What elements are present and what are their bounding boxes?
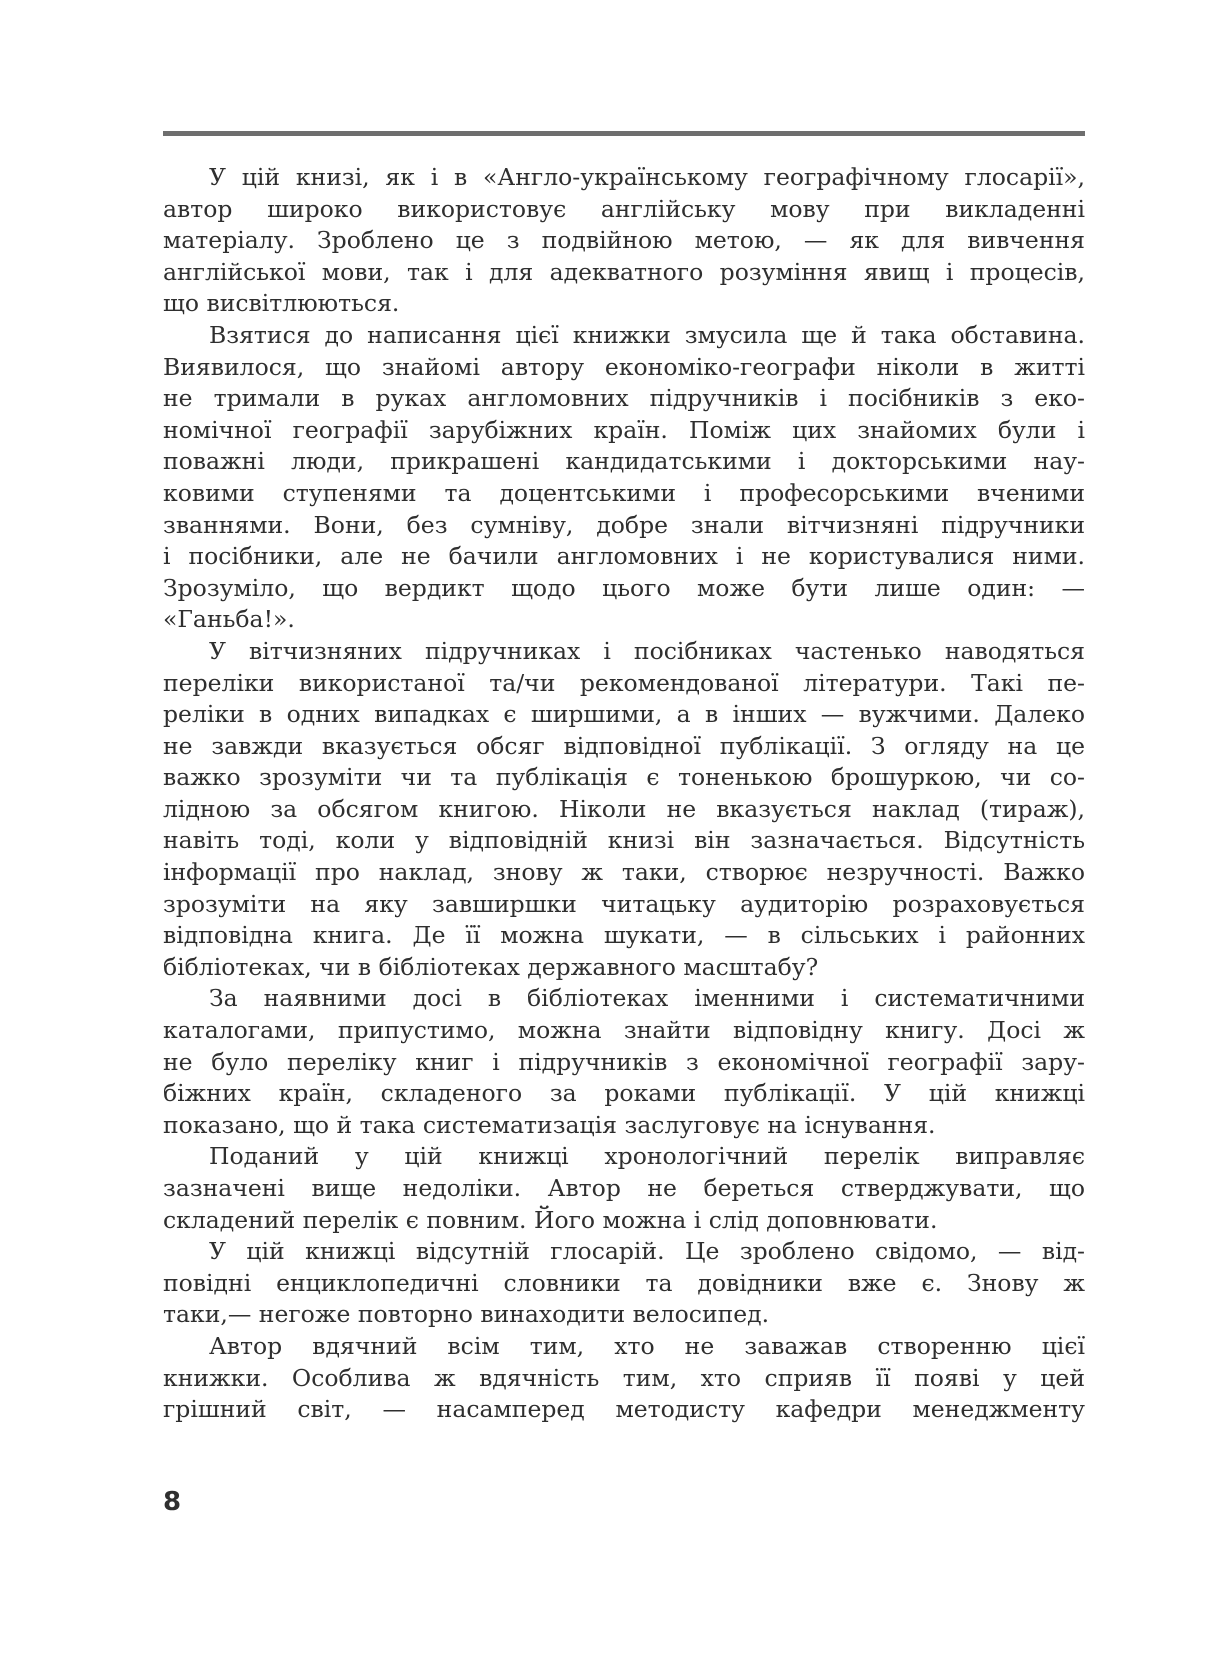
text-line: За наявними досі в бібліотеках іменними і систематичними <box>209 984 1085 1013</box>
body-text <box>163 162 1085 1426</box>
page-number: 8 <box>163 1487 182 1517</box>
text-line: автор широко використовує англійську мову при викладенні <box>163 194 1085 223</box>
text-line: англійської мови, так і для адекватного розуміння явищ і процесів, <box>163 257 1085 286</box>
paragraph <box>163 636 1085 984</box>
text-line: поважні люди, прикрашені кандидатськими і докторськими нау- <box>163 447 1085 476</box>
text-line: важко зрозуміти чи та публікація є тоненькою брошуркою, чи со- <box>163 763 1085 792</box>
paragraph <box>163 1236 1085 1331</box>
text-line: реліки в одних випадках є ширшими, а в інших — вужчими. Далеко <box>163 700 1085 729</box>
text-line: зазначені вище недоліки. Автор не береться стверджувати, що <box>163 1174 1085 1202</box>
paragraph <box>163 1141 1085 1236</box>
paragraph <box>163 983 1085 1141</box>
text-line: ковими ступенями та доцентськими і професорськими вченими <box>163 478 1085 507</box>
text-line: Зрозуміло, що вердикт щодо цього може бути лише один: — <box>163 573 1085 602</box>
text-line: Виявилося, що знайомі автору економіко-географи ніколи в житті <box>163 352 1085 381</box>
paragraph <box>163 1331 1085 1426</box>
text-line: номічної географії зарубіжних країн. Поміж цих знайомих були і <box>163 415 1085 444</box>
text-line: і посібники, але не бачили англомовних і не користувалися ними. <box>163 542 1085 571</box>
text-line: бібліотеках, чи в бібліотеках державного масштабу? <box>163 952 819 981</box>
text-line: грішний світ, — насамперед методисту кафедри менеджменту <box>163 1395 1085 1424</box>
text-line: Взятися до написання цієї книжки змусила ще й така обставина. <box>209 320 1085 349</box>
paragraph <box>163 162 1085 320</box>
text-line: лідною за обсягом книгою. Ніколи не вказується наклад (тираж), <box>163 794 1085 823</box>
text-line: У вітчизняних підручниках і посібниках частенько наводяться <box>209 636 1085 665</box>
text-line: навіть тоді, коли у відповідній книзі він зазначається. Відсутність <box>163 826 1085 855</box>
text-line: книжки. Особлива ж вдячність тим, хто сприяв її появі у цей <box>163 1363 1085 1392</box>
text-line: інформації про наклад, знову ж таки, створює незручності. Важко <box>163 858 1085 887</box>
header-rule <box>163 131 1085 136</box>
text-line: зрозуміти на яку завширшки читацьку аудиторію розраховується <box>163 889 1085 918</box>
text-line: не тримали в руках англомовних підручників і посібників з еко- <box>163 384 1085 413</box>
text-line: Автор вдячний всім тим, хто не заважав створенню цієї <box>209 1331 1085 1360</box>
text-line: не завжди вказується обсяг відповідної публікації. З огляду на це <box>163 731 1085 760</box>
text-line: каталогами, припустимо, можна знайти відповідну книгу. Досі ж <box>163 1016 1085 1045</box>
text-line: повідні енциклопедичні словники та довідники вже є. Знову ж <box>163 1268 1085 1297</box>
text-line: біжних країн, складеного за роками публікації. У цій книжці <box>163 1079 1085 1108</box>
text-line: У цій книжці відсутній глосарій. Це зроблено свідомо, — від- <box>209 1237 1085 1266</box>
text-line: У цій книзі, як і в «Англо-українському географічному глосарії», <box>209 163 1085 191</box>
text-line: Поданий у цій книжці хронологічний перелік виправляє <box>209 1142 1085 1171</box>
text-line: таки,— негоже повторно винаходити велосипед. <box>163 1300 770 1329</box>
text-line: переліки використаної та/чи рекомендованої літератури. Такі пе- <box>163 668 1085 697</box>
text-line: складений перелік є повним. Його можна і слід доповнювати. <box>163 1205 938 1234</box>
text-line: відповідна книга. Де її можна шукати, — в сільських і районних <box>163 921 1085 950</box>
text-line: матеріалу. Зроблено це з подвійною метою, — як для вивчення <box>163 226 1085 255</box>
text-line: показано, що й така систематизація заслуговує на існування. <box>163 1110 936 1139</box>
text-line: що висвітлюються. <box>163 289 400 318</box>
paragraph <box>163 320 1085 636</box>
text-line: «Ганьба!». <box>163 605 295 634</box>
text-line: не було переліку книг і підручників з економічної географії зару- <box>163 1047 1085 1076</box>
text-line: званнями. Вони, без сумніву, добре знали вітчизняні підручники <box>163 510 1085 539</box>
